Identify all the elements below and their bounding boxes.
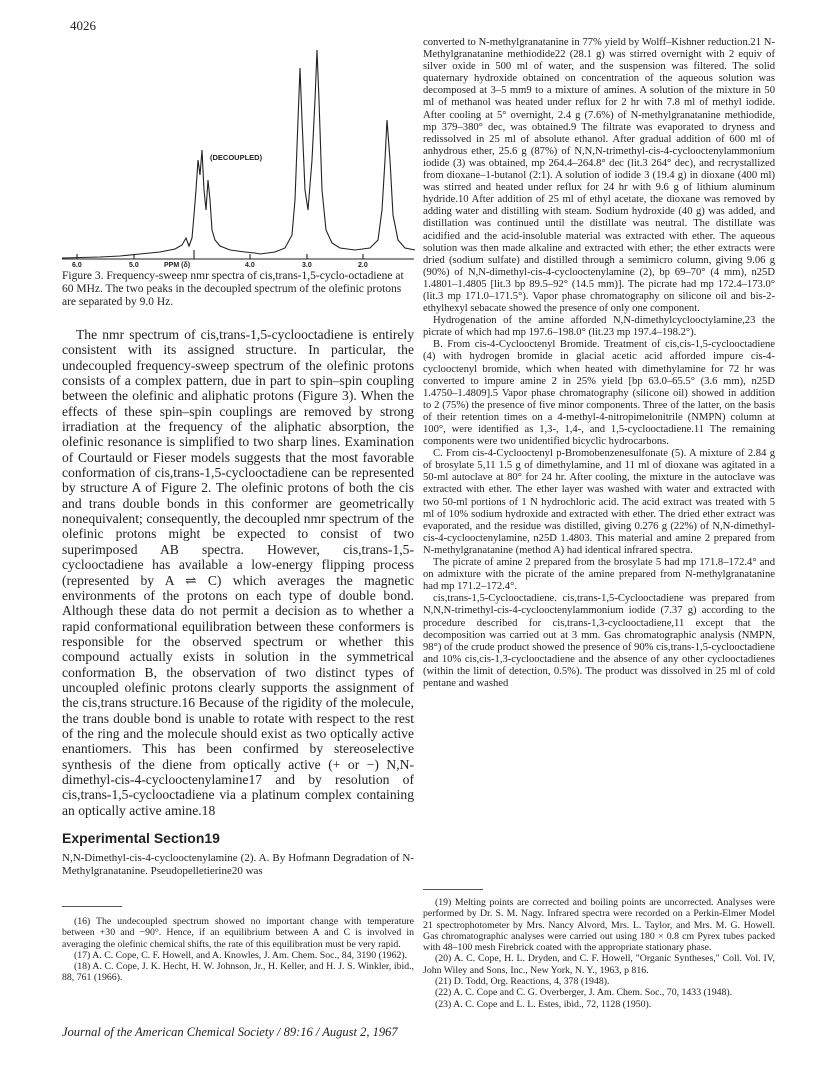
figure-caption: Figure 3. Frequency-sweep nmr spectra of cis,trans-1,5-cyclo-octadiene at 60 MHz. The two peaks in the decoupled spectrum of the olefinic protons are separated by 9.0 Hz.: [62, 270, 404, 308]
footnote-21: (21) D. Todd, Org. Reactions, 4, 378 (1948).: [435, 976, 610, 988]
journal-footer: Journal of the American Chemical Society / 89:16 / August 2, 1967: [62, 1025, 398, 1039]
tick-4: 4.0: [245, 262, 255, 269]
nmr-spectrum-figure: [60, 40, 416, 262]
right-paragraph-4: C. From cis-4-Cyclooctenyl p-Bromobenzenesulfonate (5). A mixture of 2.84 g of brosylate 5,11 1.5 g of dimethylamine, and 11 ml of dioxane was agitated in a 50-ml autoclave at 80° for 24 hr. After cooling, the mixture in the autoclave was extracted with ether. The ether layer was washed with water and extracted with two 50-ml portions of 1 N hydrochloric acid. The acid extract was treated with 5 ml of 10% sodium hydroxide and extracted with ether. The dried ether extract was evaporated, and the residue was distilled, giving 0.276 g (22%) of N,N-dimethyl-cis-4-cyclooctenylamine, n25D 1.4803. This material and amine 2 prepared from N-methylgranatanine (method A) had identical infrared spectra.: [423, 448, 775, 556]
right-footnotes: [423, 897, 775, 1010]
left-column-body: [62, 327, 414, 818]
left-footnote-rule: [62, 906, 122, 907]
section-subheading: N,N-Dimethyl-cis-4-cyclooctenylamine (2). A. By Hofmann Degradation of N-Methylgranatanine. Pseudopelletierine20 was: [62, 852, 414, 877]
section-heading: Experimental Section19: [62, 830, 220, 846]
tick-5: 5.0: [129, 262, 139, 269]
footnote-18: (18) A. C. Cope, J. K. Hecht, H. W. Johnson, Jr., H. Keller, and H. J. S. Winkler, ibid., 88, 761 (1966).: [62, 961, 414, 984]
right-paragraph-2: Hydrogenation of the amine afforded N,N-dimethylcyclooctylamine,23 the picrate of which had mp 197.6–198.0° (lit.23 mp 197.4–198.2°).: [423, 315, 775, 339]
footnote-23: (23) A. C. Cope and L. L. Estes, ibid., 72, 1128 (1950).: [435, 998, 652, 1010]
footnote-16: (16) The undecoupled spectrum showed no important change with temperature between +30 and −90°. Hence, if an equilibrium between A and C is involved in averaging the olefinic chemical shifts, the rate of this equilibration must be very rapid.: [62, 916, 414, 950]
footnote-17: (17) A. C. Cope, C. F. Howell, and A. Knowles, J. Am. Chem. Soc., 84, 3190 (1962).: [74, 949, 408, 961]
tick-ppm: PPM (δ): [164, 262, 191, 269]
page-number: 4026: [70, 18, 96, 33]
decoupled-trace: [260, 50, 415, 254]
undecoupled-trace: [62, 150, 260, 258]
tick-3: 3.0: [302, 262, 312, 269]
footnote-20: (20) A. C. Cope, H. L. Dryden, and C. F. Howell, "Organic Syntheses," Coll. Vol. IV, John Wiley and Sons, Inc., New York, N. Y., 1963, p 816.: [423, 953, 775, 976]
decoupled-label: (DECOUPLED): [210, 153, 263, 162]
left-footnotes: [62, 916, 414, 984]
right-paragraph-3: B. From cis-4-Cyclooctenyl Bromide. Treatment of cis,cis-1,5-cyclooctadiene (4) with hydrogen bromide in glacial acetic acid afforded impure cis-4-cyclooctenyl bromide, which when heated with dimethylamine for 72 hr was converted to impure amine 2 in 25% yield [bp 63.0–65.5° (3.6 mm), n25D 1.4750–1.4809].5 Vapor phase chromatography (silicone oil) showed in addition to 2 (75%) the presence of five minor components. Three of the latter, on the basis of their retention times on a 4-methyl-4-nitropimelonitrile (NMPN) column at 100°, were identified as 1,3-, 1,4-, and 1,5-cyclooctadiene.11 The remaining components were two unidentified bicyclic hydrocarbons.: [423, 339, 775, 448]
right-paragraph-6: cis,trans-1,5-Cyclooctadiene. cis,trans-1,5-Cyclooctadiene was prepared from N,N,N-trimethyl-cis-4-cyclooctenylammonium iodide (7.37 g) according to the procedure described for cis,trans-1,3-cyclooctadiene,11 except that the decomposition was carried out at 3 mm. Gas chromatographic analysis (NMPN, 98°) of the crude product showed the presence of 90% cis,trans-1,5-cyclooctadiene and 10% cis,cis-1,3-cyclooctadiene and the absence of any other cyclooctadienes (within the limit of detection, 0.5%). The product was dissolved in 25 ml of cold pentane and washed: [423, 593, 775, 689]
tick-2: 2.0: [358, 262, 368, 269]
right-footnote-rule: [423, 889, 483, 890]
right-column-body: [423, 37, 775, 690]
right-paragraph-5: The picrate of amine 2 prepared from the brosylate 5 had mp 171.8–172.4° and on admixture with the picrate of the amine prepared from N-methylgranatanine had mp 171.2–172.4°.: [423, 557, 775, 593]
right-paragraph-1: converted to N-methylgranatanine in 77% yield by Wolff–Kishner reduction.21 N-Methylgranatanine methiodide22 (28.1 g) was stirred overnight with 2 equiv of silver oxide in 500 ml of water, and the suspension was filtered. The solid quaternary hydroxide obtained on concentration of the aqueous solution was decomposed at 3–5 mm9 to a mixture of amines. A solution of the mixture in 50 ml of methanol was heated under reflux for 2 hr with 7.8 ml of methyl iodide. After cooling at 5° overnight, 2.4 g (7.6%) of N-methylgranatanine methiodide, mp 379–380° dec, was obtained.9 The filtrate was evaporated to dryness and redissolved in 25 ml of absolute ethanol. After gradual addition of 600 ml of anhydrous ether, 25.6 g (87%) of N,N,N-trimethyl-cis-4-cyclooctenylammonium iodide (3) was obtained, mp 264.4–264.8° dec (lit.3 264° dec), and recrystallized from dioxane–1-butanol (2:1). A solution of iodide 3 (19.4 g) in dioxane (400 ml) was stirred and heated under reflux for 24 hr with 9.6 g of lithium aluminum hydride.10 After addition of 25 ml of ethyl acetate, the dioxane was removed by adding water and distilling with steam. Sodium hydroxide (40 g) was added, and distillation was continued until the distillate was neutral. The distillate was acidified and the acid-insoluble material was extracted with ether. The aqueous solution was then made alkaline and extracted with ether; the ether extracts were dried (sodium sulfate) and distilled through a semimicro column, giving 9.06 g (90%) of N,N-dimethyl-cis-4-cyclooctenylamine (2), bp 69–70° (4 mm), n25D 1.4801–1.4805 [lit.3 bp 89.5–92° (14.5 mm)]. The picrate had mp 172.4–173.0° (lit.3 mp 171.0–171.5°). Vapor phase chromatography on silicone oil and bis-2-ethylhexyl sebacate showed the presence of only one component.: [423, 37, 775, 315]
footnote-22: (22) A. C. Cope and C. G. Overberger, J. Am. Chem. Soc., 70, 1433 (1948).: [435, 987, 733, 999]
body-paragraph: The nmr spectrum of cis,trans-1,5-cyclooctadiene is entirely consistent with its assigned structure. In particular, the undecoupled frequency-sweep spectrum of the olefinic protons consists of a complex pattern, due in part to spin–spin coupling between the olefinic and aliphatic protons (Figure 3). When the effects of these spin–spin couplings are removed by strong irradiation at the frequency of the aliphatic absorption, the olefinic resonance is simplified to two sharp lines. Examination of Courtauld or Fieser models suggests that the most favorable conformation of cis,trans-1,5-cyclooctadiene can be represented by structure A of Figure 2. The olefinic protons of both the cis and trans double bonds in this conformer are geometrically nonequivalent; consequently, the decoupled nmr spectrum of the olefinic protons might be expected to consist of two superimposed AB spectra. However, cis,trans-1,5-cyclooctadiene has available a low-energy flipping process (represented by A ⇌ C) which averages the magnetic environments of the protons on each type of double bond. Although these data do not permit a decision as to whether a rapid conformational equilibration between these conformers is responsible for the observed spectrum or whether this compound actually exists in solution in the symmetrical conformation B, the observation of two distinct types of uncoupled olefinic protons clearly supports the assignment of the cis,trans structure.16 Because of the rigidity of the molecule, the trans double bond is unable to rotate with respect to the rest of the ring and the molecule should exist as two optically active enantiomers. This has been confirmed by stereoselective synthesis of the diene from optically active (+ or −) N,N-dimethyl-cis-4-cyclooctenylamine17 and by resolution of cis,trans-1,5-cyclooctadiene via a platinum complex containing an optically active amine.18: [62, 327, 414, 818]
footnote-19: (19) Melting points are corrected and boiling points are uncorrected. Analyses were performed by Dr. S. M. Nagy. Infrared spectra were recorded on a Perkin-Elmer Model 21 spectrophotometer by Mrs. Nancy Alvord, Mrs. L. Taylor, and Mrs. M. G. Howell. Gas chromatographic analyses were carried out using 180 × 0.8 cm Pyrex tubes packed with 48–100 mesh Firebrick coated with the appropriate stationary phase.: [423, 897, 775, 954]
tick-6: 6.0: [72, 262, 82, 269]
